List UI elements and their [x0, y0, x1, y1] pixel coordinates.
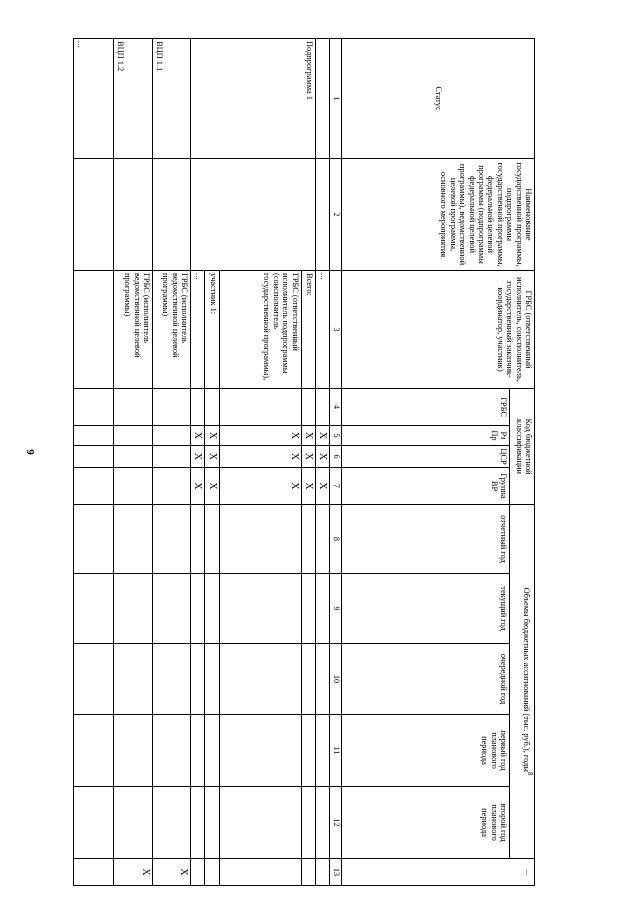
cell-empty: [219, 389, 301, 426]
cell-empty: [114, 468, 153, 505]
cell-empty: [191, 715, 205, 787]
cell-empty: [74, 468, 114, 505]
cell-empty: [74, 426, 114, 446]
col-num: 3: [330, 271, 342, 389]
cell-empty: [191, 159, 316, 271]
subprogram-label: Подпрограмма 1: [191, 39, 316, 159]
cell-empty: [191, 644, 205, 715]
cell-empty: [153, 574, 191, 644]
cell-empty: [191, 505, 205, 574]
col-num: 12: [330, 787, 342, 859]
cell-empty: [114, 446, 153, 468]
table-row: [315, 39, 329, 886]
cell-empty: [191, 859, 205, 886]
col-num: 9: [330, 574, 342, 644]
cell-empty: [74, 574, 114, 644]
header-vr: Группа ВР: [342, 468, 510, 505]
cell-empty: [114, 426, 153, 446]
page-number: 6: [25, 449, 37, 455]
cell-x: X: [205, 468, 219, 505]
cell-x: X: [205, 446, 219, 468]
volumes-label: Объемы бюджетных ассигнований (тыс. руб.), годы: [522, 587, 532, 772]
cell-empty: [191, 389, 205, 426]
cell-dots: ...: [191, 271, 205, 389]
header-status: Статус: [342, 39, 535, 159]
cell-empty: [74, 159, 114, 271]
cell-empty: [191, 574, 205, 644]
cell-empty: [153, 426, 191, 446]
cell-empty: [301, 644, 315, 715]
cell-empty: [219, 644, 301, 715]
header-rzpr: Рз Пр: [342, 426, 510, 446]
cell-empty: [301, 389, 315, 426]
cell-empty: [205, 715, 219, 787]
cell-dots: ...: [315, 271, 329, 389]
vcp-1-1-label: ВЦП 1.1: [153, 39, 191, 159]
cell-empty: [74, 505, 114, 574]
vcp-1-2-grbs: ГРБС (исполнитель ведомственной целевой программы): [114, 271, 153, 389]
budget-table: [75, 38, 535, 885]
table-row: [301, 39, 315, 886]
col-num: 8: [330, 505, 342, 574]
cell-empty: [74, 446, 114, 468]
cell-empty: [205, 644, 219, 715]
cell-empty: [114, 644, 153, 715]
cell-dots: ...: [74, 39, 114, 159]
cell-empty: [191, 787, 205, 859]
cell-empty: [153, 505, 191, 574]
cell-empty: [153, 389, 191, 426]
cell-empty: [301, 787, 315, 859]
cell-x: X: [219, 446, 301, 468]
vcp-1-2-label: ВЦП 1.2: [114, 39, 153, 159]
cell-empty: [114, 574, 153, 644]
cell-empty: [114, 787, 153, 859]
col-num: 11: [330, 715, 342, 787]
col-num: 10: [330, 644, 342, 715]
header-csr: ЦСР: [342, 446, 510, 468]
col-num: 4: [330, 389, 342, 426]
cell-empty: [315, 644, 329, 715]
col-num: 7: [330, 468, 342, 505]
cell-empty: [74, 859, 114, 886]
cell-x: X: [191, 446, 205, 468]
cell-empty: [315, 787, 329, 859]
cell-empty: [74, 271, 114, 389]
cell-x: X: [301, 468, 315, 505]
header-more: ...: [342, 859, 535, 886]
cell-empty: [219, 787, 301, 859]
header-plan2: второй год планового периода: [342, 787, 510, 859]
vcp-1-1-grbs: ГРБС (исполнитель ведомственной целевой программы): [153, 271, 191, 389]
cell-empty: [301, 505, 315, 574]
cell-empty: [219, 859, 301, 886]
header-grbs: ГРБС: [342, 389, 510, 426]
col-num: 5: [330, 426, 342, 446]
cell-empty: [315, 574, 329, 644]
cell-empty: [219, 715, 301, 787]
cell-empty: [315, 159, 329, 271]
cell-empty: [153, 468, 191, 505]
cell-empty: [301, 715, 315, 787]
cell-empty: [301, 574, 315, 644]
col-num: 2: [330, 159, 342, 271]
cell-empty: [205, 787, 219, 859]
cell-empty: [315, 505, 329, 574]
column-number-row: [330, 39, 342, 886]
cell-empty: [315, 715, 329, 787]
cell-empty: [153, 446, 191, 468]
cell-x: X: [205, 426, 219, 446]
cell-empty: [153, 787, 191, 859]
cell-empty: [114, 715, 153, 787]
cell-empty: [219, 574, 301, 644]
cell-empty: [114, 505, 153, 574]
cell-empty: [315, 389, 329, 426]
table-row: [114, 39, 153, 886]
cell-x: X: [301, 446, 315, 468]
cell-empty: [315, 39, 329, 159]
cell-empty: [114, 389, 153, 426]
col-num: 1: [330, 39, 342, 159]
cell-x: X: [153, 859, 191, 886]
col-num: 13: [330, 859, 342, 886]
col-num: 6: [330, 446, 342, 468]
header-name: Наименование государственной программы, подпрограммы государственной программы, федеральной целевой программы (подпрограммы федеральной целевой программы), ведомственной целевой программы, основного мероприятия: [342, 159, 535, 271]
cell-x: X: [315, 446, 329, 468]
header-current-year: текущий год: [342, 574, 510, 644]
header-code-group: Код бюджетной классификации: [510, 389, 535, 505]
volumes-footnote: 8: [526, 771, 534, 776]
cell-empty: [74, 715, 114, 787]
cell-empty: [205, 859, 219, 886]
cell-empty: [153, 644, 191, 715]
cell-x: X: [219, 468, 301, 505]
cell-empty: [205, 389, 219, 426]
total-label: Всего:: [301, 271, 315, 389]
cell-empty: [205, 505, 219, 574]
cell-x: X: [191, 426, 205, 446]
rotated-area: [75, 38, 535, 885]
cell-empty: [74, 644, 114, 715]
participant-label: участник 1:: [205, 271, 219, 389]
cell-empty: [114, 159, 153, 271]
header-plan1: первый год планового периода: [342, 715, 510, 787]
cell-x: X: [315, 468, 329, 505]
table-row: [153, 39, 191, 886]
cell-empty: [153, 715, 191, 787]
cell-empty: [301, 859, 315, 886]
cell-empty: [315, 859, 329, 886]
cell-empty: [74, 389, 114, 426]
header-volumes: [510, 505, 535, 859]
budget-allocations-table: [73, 38, 535, 886]
cell-x: X: [219, 426, 301, 446]
cell-empty: [153, 159, 191, 271]
header-next-year: очередной год: [342, 644, 510, 715]
cell-empty: [205, 574, 219, 644]
header-responsible: ГРБС (ответственный исполнитель, соисполнитель, государственный заказчик-координатор, участник): [342, 271, 535, 389]
header-report-year: отчетный год: [342, 505, 510, 574]
cell-x: X: [191, 468, 205, 505]
grbs-responsible-text: ГРБС (ответственный исполнитель подпрограммы (соисполнитель государственной программы),: [219, 271, 301, 389]
cell-empty: [219, 505, 301, 574]
cell-empty: [74, 787, 114, 859]
table-row: [74, 39, 114, 886]
cell-x: X: [114, 859, 153, 886]
cell-x: X: [301, 426, 315, 446]
cell-x: X: [315, 426, 329, 446]
